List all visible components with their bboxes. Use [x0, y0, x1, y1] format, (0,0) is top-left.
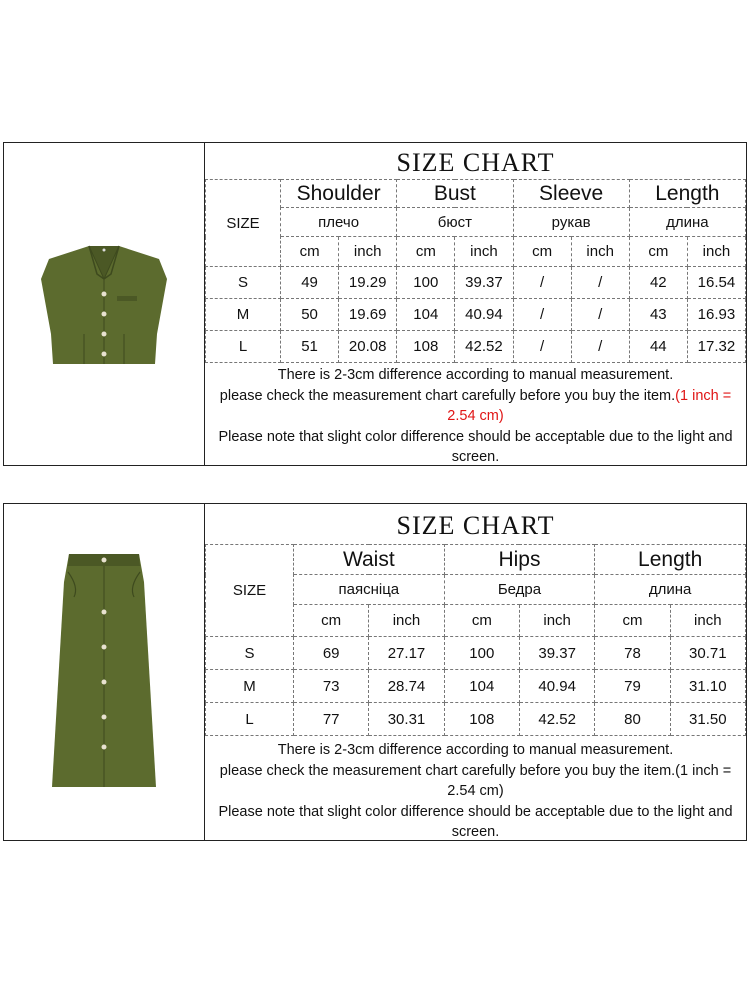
table-row	[206, 267, 746, 299]
table-row	[206, 637, 746, 670]
value-cell: 73	[294, 670, 369, 703]
value-cell: 43	[629, 299, 687, 331]
value-cell: 19.29	[339, 267, 397, 299]
top-size-table	[205, 143, 746, 468]
measurement-note	[205, 736, 746, 843]
value-cell: 80	[595, 703, 670, 736]
column-hips: Hips	[444, 545, 595, 575]
value-cell: /	[571, 331, 629, 363]
olive-skirt-image	[34, 542, 174, 802]
skirt-photo	[4, 504, 205, 840]
value-cell: /	[571, 299, 629, 331]
size-header: SIZE	[206, 545, 294, 637]
unit-inch: inch	[571, 237, 629, 267]
size-cell: M	[206, 670, 294, 703]
measurement-table	[205, 179, 746, 363]
unit-cm: cm	[629, 237, 687, 267]
value-cell: 104	[444, 670, 519, 703]
value-cell: 16.93	[687, 299, 745, 331]
value-cell: 100	[444, 637, 519, 670]
value-cell: 42.52	[519, 703, 594, 736]
column-bust: Bust	[397, 180, 513, 208]
chart-title: SIZE CHART	[396, 511, 555, 540]
value-cell: 40.94	[455, 299, 513, 331]
note-difference: There is 2-3cm difference according to manual measurement.	[277, 367, 674, 383]
unit-cm: cm	[595, 605, 670, 637]
unit-inch: inch	[339, 237, 397, 267]
unit-cm: cm	[281, 237, 339, 267]
value-cell: 19.69	[339, 299, 397, 331]
value-cell: 69	[294, 637, 369, 670]
note-color: Please note that slight color difference should be acceptable due to the light and screen.	[218, 803, 733, 840]
column-bust-sub: бюст	[397, 208, 513, 237]
unit-inch: inch	[519, 605, 594, 637]
value-cell: 40.94	[519, 670, 594, 703]
vest-top-photo	[4, 143, 205, 465]
value-cell: 51	[281, 331, 339, 363]
value-cell: 49	[281, 267, 339, 299]
value-cell: /	[571, 267, 629, 299]
column-shoulder-sub: плечо	[281, 208, 397, 237]
value-cell: 42.52	[455, 331, 513, 363]
note-check: please check the measurement chart carefully before you buy the item.(1 inch = 2.54 cm)	[219, 762, 732, 799]
top-size-chart-panel	[3, 142, 747, 466]
value-cell: 50	[281, 299, 339, 331]
column-hips-sub: Бедра	[444, 575, 595, 605]
size-cell: M	[206, 299, 281, 331]
value-cell: 30.71	[670, 637, 745, 670]
column-length-sub: длина	[595, 575, 746, 605]
bottom-size-chart-panel	[3, 503, 747, 841]
value-cell: 30.31	[369, 703, 444, 736]
unit-inch: inch	[455, 237, 513, 267]
table-row	[206, 703, 746, 736]
value-cell: 28.74	[369, 670, 444, 703]
unit-inch: inch	[369, 605, 444, 637]
column-waist: Waist	[294, 545, 445, 575]
unit-inch: inch	[687, 237, 745, 267]
value-cell: 17.32	[687, 331, 745, 363]
table-row	[206, 331, 746, 363]
value-cell: 100	[397, 267, 455, 299]
value-cell: /	[513, 331, 571, 363]
size-cell: S	[206, 637, 294, 670]
size-cell: L	[206, 331, 281, 363]
unit-cm: cm	[294, 605, 369, 637]
column-shoulder: Shoulder	[281, 180, 397, 208]
value-cell: 20.08	[339, 331, 397, 363]
size-cell: L	[206, 703, 294, 736]
column-sleeve-sub: рукав	[513, 208, 629, 237]
note-color: Please note that slight color difference should be acceptable due to the light and screen.	[218, 428, 733, 465]
note-difference: There is 2-3cm difference according to manual measurement.	[277, 742, 674, 758]
chart-title: SIZE CHART	[396, 148, 555, 177]
size-cell: S	[206, 267, 281, 299]
value-cell: 39.37	[519, 637, 594, 670]
table-row	[206, 670, 746, 703]
value-cell: 31.10	[670, 670, 745, 703]
unit-cm: cm	[513, 237, 571, 267]
column-sleeve: Sleeve	[513, 180, 629, 208]
value-cell: 108	[444, 703, 519, 736]
column-waist-sub: паясніца	[294, 575, 445, 605]
value-cell: /	[513, 299, 571, 331]
value-cell: 104	[397, 299, 455, 331]
value-cell: 27.17	[369, 637, 444, 670]
measurement-table	[205, 544, 746, 736]
note-inch-conversion: (1 inch = 2.54 cm)	[447, 387, 732, 424]
measurement-note	[205, 363, 746, 468]
unit-cm: cm	[397, 237, 455, 267]
value-cell: 79	[595, 670, 670, 703]
unit-cm: cm	[444, 605, 519, 637]
value-cell: 39.37	[455, 267, 513, 299]
table-row	[206, 299, 746, 331]
value-cell: 42	[629, 267, 687, 299]
unit-inch: inch	[670, 605, 745, 637]
value-cell: 16.54	[687, 267, 745, 299]
column-length: Length	[595, 545, 746, 575]
value-cell: 31.50	[670, 703, 745, 736]
value-cell: 44	[629, 331, 687, 363]
note-check: please check the measurement chart carefully before you buy the item.(1 inch = 2.54 cm)	[219, 387, 732, 424]
column-length: Length	[629, 180, 745, 208]
value-cell: 108	[397, 331, 455, 363]
olive-vest-image	[29, 234, 179, 374]
column-length-sub: длина	[629, 208, 745, 237]
bottom-size-table	[205, 504, 746, 843]
value-cell: 78	[595, 637, 670, 670]
value-cell: 77	[294, 703, 369, 736]
size-header: SIZE	[206, 180, 281, 267]
value-cell: /	[513, 267, 571, 299]
